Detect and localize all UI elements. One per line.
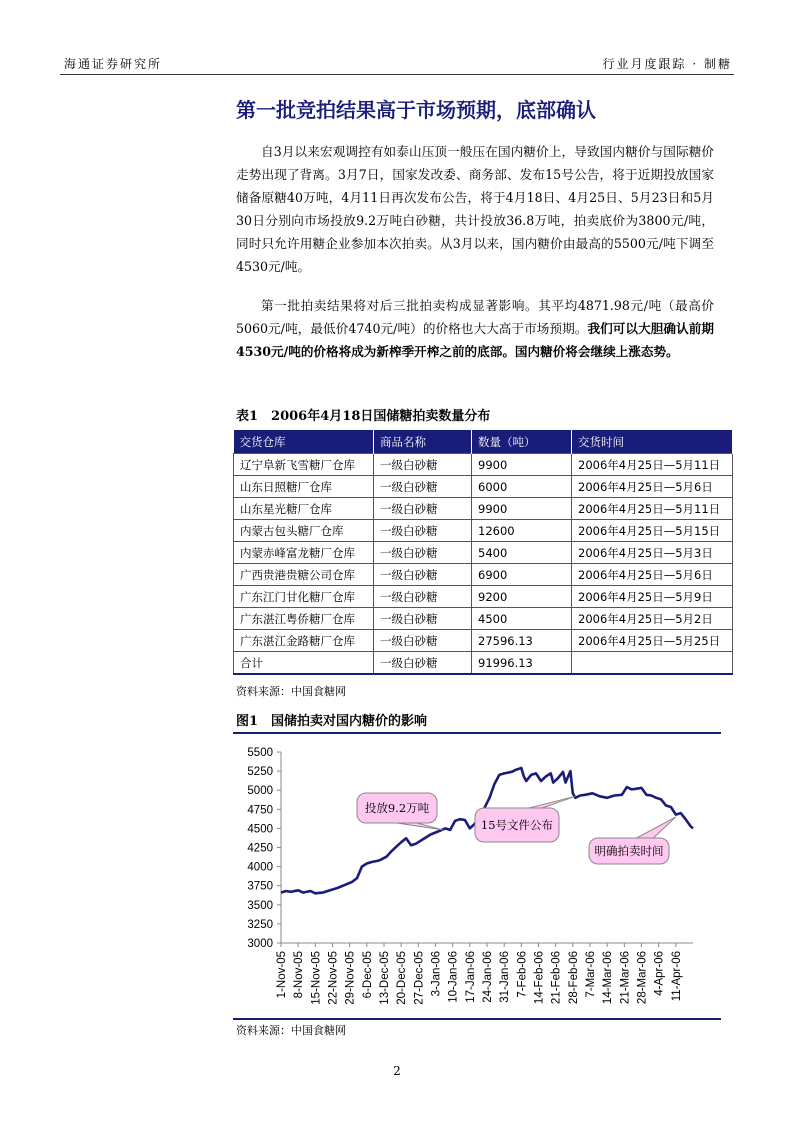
y-tick-label: 3750 bbox=[247, 880, 273, 893]
y-tick-label: 4500 bbox=[247, 823, 273, 836]
col-header-warehouse: 交货仓库 bbox=[234, 430, 374, 454]
table-row bbox=[234, 520, 733, 542]
x-tick-label: 21-Feb-06 bbox=[550, 951, 563, 1005]
cell-delivery: 2006年4月25日—5月9日 bbox=[572, 586, 733, 608]
cell-delivery: 2006年4月25日—5月6日 bbox=[572, 564, 733, 586]
x-tick-label: 28-Mar-06 bbox=[636, 951, 649, 1005]
y-tick-label: 3250 bbox=[247, 918, 273, 931]
price-chart bbox=[233, 738, 721, 1018]
cell-product: 一级白砂糖 bbox=[374, 564, 472, 586]
cell-quantity: 91996.13 bbox=[472, 652, 572, 675]
cell-delivery: 2006年4月25日—5月11日 bbox=[572, 498, 733, 520]
cell-warehouse: 广东江门甘化糖厂仓库 bbox=[234, 586, 374, 608]
cell-warehouse: 广西贵港贵糖公司仓库 bbox=[234, 564, 374, 586]
header-divider bbox=[60, 74, 734, 75]
table-row bbox=[234, 608, 733, 630]
cell-warehouse: 辽宁阜新飞雪糖厂仓库 bbox=[234, 454, 374, 476]
cell-product: 一级白砂糖 bbox=[374, 542, 472, 564]
paragraph-2-bold: 我们可以大胆确认前期4530元/吨的价格将成为新榨季开榨之前的底部。国内糖价将会继续上涨态势。 bbox=[236, 321, 714, 359]
y-tick-label: 3000 bbox=[247, 938, 273, 950]
paragraph-2 bbox=[236, 294, 714, 363]
cell-warehouse: 广东湛江金路糖厂仓库 bbox=[234, 630, 374, 652]
cell-quantity: 5400 bbox=[472, 542, 572, 564]
x-tick-label: 31-Jan-06 bbox=[499, 951, 512, 1003]
y-tick-label: 4250 bbox=[247, 842, 273, 855]
x-tick-label: 7-Mar-06 bbox=[585, 951, 597, 998]
header-left: 海通证券研究所 bbox=[64, 57, 163, 71]
cell-warehouse: 山东星光糖厂仓库 bbox=[234, 498, 374, 520]
x-tick-label: 28-Feb-06 bbox=[567, 951, 580, 1005]
cell-quantity: 9900 bbox=[472, 454, 572, 476]
cell-delivery: 2006年4月25日—5月2日 bbox=[572, 608, 733, 630]
callout-pointer bbox=[397, 823, 443, 830]
x-tick-label: 1-Nov-05 bbox=[276, 951, 288, 999]
cell-delivery: 2006年4月25日—5月15日 bbox=[572, 520, 733, 542]
cell-quantity: 4500 bbox=[472, 608, 572, 630]
cell-warehouse: 广东湛江粤侨糖厂仓库 bbox=[234, 608, 374, 630]
cell-product: 一级白砂糖 bbox=[374, 630, 472, 652]
paragraph-2-normal: 第一批拍卖结果将对后三批拍卖构成显著影响。其平均4871.98元/吨（最高价5060元/吨，最低价4740元/吨）的价格也大大高于市场预期。 bbox=[236, 298, 714, 336]
cell-warehouse: 内蒙古包头糖厂仓库 bbox=[234, 520, 374, 542]
table-row bbox=[234, 476, 733, 498]
x-tick-label: 10-Jan-06 bbox=[447, 951, 460, 1003]
table-body bbox=[234, 454, 733, 675]
x-tick-label: 7-Feb-06 bbox=[516, 951, 529, 998]
cell-quantity: 9900 bbox=[472, 498, 572, 520]
x-tick-label: 14-Mar-06 bbox=[602, 951, 615, 1005]
x-tick-label: 27-Dec-05 bbox=[413, 951, 426, 1005]
figure-bottom-rule bbox=[233, 1018, 721, 1020]
x-tick-label: 17-Jan-06 bbox=[464, 951, 477, 1003]
table-source: 资料来源：中国食糖网 bbox=[236, 685, 346, 698]
figure-title: 图1 国储拍卖对国内糖价的影响 bbox=[236, 714, 428, 729]
figure-top-rule bbox=[233, 732, 721, 734]
x-tick-label: 29-Nov-05 bbox=[344, 951, 357, 1005]
cell-product: 一级白砂糖 bbox=[374, 520, 472, 542]
table-row bbox=[234, 630, 733, 652]
col-header-product: 商品名称 bbox=[374, 430, 472, 454]
col-header-quantity: 数量（吨） bbox=[472, 430, 572, 454]
callout-label: 明确拍卖时间 bbox=[594, 844, 664, 858]
x-tick-label: 3-Jan-06 bbox=[430, 951, 443, 997]
cell-warehouse: 山东日照糖厂仓库 bbox=[234, 476, 374, 498]
y-tick-label: 4000 bbox=[247, 861, 273, 874]
cell-quantity: 6000 bbox=[472, 476, 572, 498]
cell-quantity: 27596.13 bbox=[472, 630, 572, 652]
figure-source: 资料来源：中国食糖网 bbox=[236, 1024, 346, 1037]
table-header-row bbox=[234, 430, 733, 454]
x-tick-label: 4-Apr-06 bbox=[653, 951, 666, 996]
cell-product: 一级白砂糖 bbox=[374, 608, 472, 630]
cell-product: 一级白砂糖 bbox=[374, 586, 472, 608]
x-tick-label: 22-Nov-05 bbox=[327, 951, 340, 1005]
y-tick-label: 5250 bbox=[247, 766, 273, 779]
x-tick-label: 15-Nov-05 bbox=[310, 951, 323, 1005]
table-title: 表1 2006年4月18日国储糖拍卖数量分布 bbox=[236, 409, 491, 424]
y-tick-label: 4750 bbox=[247, 804, 273, 817]
callout-label: 15号文件公布 bbox=[480, 818, 554, 832]
x-tick-label: 21-Mar-06 bbox=[619, 951, 632, 1005]
y-tick-label: 3500 bbox=[247, 899, 273, 912]
cell-warehouse: 内蒙赤峰富龙糖厂仓库 bbox=[234, 542, 374, 564]
table-row bbox=[234, 652, 733, 675]
callout-label: 投放9.2万吨 bbox=[364, 801, 430, 815]
header-right: 行业月度跟踪 · 制糖 bbox=[602, 57, 732, 71]
page-number: 2 bbox=[393, 1064, 401, 1078]
y-tick-label: 5500 bbox=[247, 747, 273, 759]
x-tick-label: 8-Nov-05 bbox=[293, 951, 306, 999]
auction-table bbox=[233, 430, 733, 675]
cell-delivery bbox=[572, 652, 733, 675]
table-row bbox=[234, 586, 733, 608]
x-tick-label: 14-Feb-06 bbox=[533, 951, 546, 1005]
table-row bbox=[234, 542, 733, 564]
x-tick-label: 24-Jan-06 bbox=[482, 951, 494, 1003]
table-row bbox=[234, 454, 733, 476]
x-tick-label: 13-Dec-05 bbox=[379, 951, 391, 1005]
cell-product: 一级白砂糖 bbox=[374, 652, 472, 675]
cell-warehouse: 合计 bbox=[234, 652, 374, 675]
x-tick-label: 11-Apr-06 bbox=[670, 951, 683, 1002]
cell-delivery: 2006年4月25日—5月3日 bbox=[572, 542, 733, 564]
cell-delivery: 2006年4月25日—5月6日 bbox=[572, 476, 733, 498]
cell-product: 一级白砂糖 bbox=[374, 498, 472, 520]
cell-quantity: 6900 bbox=[472, 564, 572, 586]
table-row bbox=[234, 564, 733, 586]
cell-delivery: 2006年4月25日—5月25日 bbox=[572, 630, 733, 652]
cell-product: 一级白砂糖 bbox=[374, 454, 472, 476]
cell-quantity: 12600 bbox=[472, 520, 572, 542]
col-header-delivery: 交货时间 bbox=[572, 430, 733, 454]
y-tick-label: 5000 bbox=[247, 785, 273, 798]
cell-delivery: 2006年4月25日—5月11日 bbox=[572, 454, 733, 476]
cell-product: 一级白砂糖 bbox=[374, 476, 472, 498]
x-tick-label: 6-Dec-05 bbox=[361, 951, 374, 999]
cell-quantity: 9200 bbox=[472, 586, 572, 608]
page-title: 第一批竞拍结果高于市场预期，底部确认 bbox=[236, 98, 596, 122]
table-row bbox=[234, 498, 733, 520]
x-tick-label: 20-Dec-05 bbox=[396, 951, 409, 1005]
paragraph-1: 自3月以来宏观调控有如泰山压顶一般压在国内糖价上，导致国内糖价与国际糖价走势出现了背离。3月7日，国家发改委、商务部、发布15号公告，将于近期投放国家储备原糖40万吨，4月11日再次发布公告，将于4月18日、4月25日、5月23日和5月30日分别向市场投放9.2万吨白砂糖，共计投放36.8万吨，拍卖底价为3800元/吨，同时只允许用糖企业参加本次拍卖。从3月以来，国内糖价由最高的5500元/吨下调至4530元/吨。 bbox=[236, 144, 714, 274]
